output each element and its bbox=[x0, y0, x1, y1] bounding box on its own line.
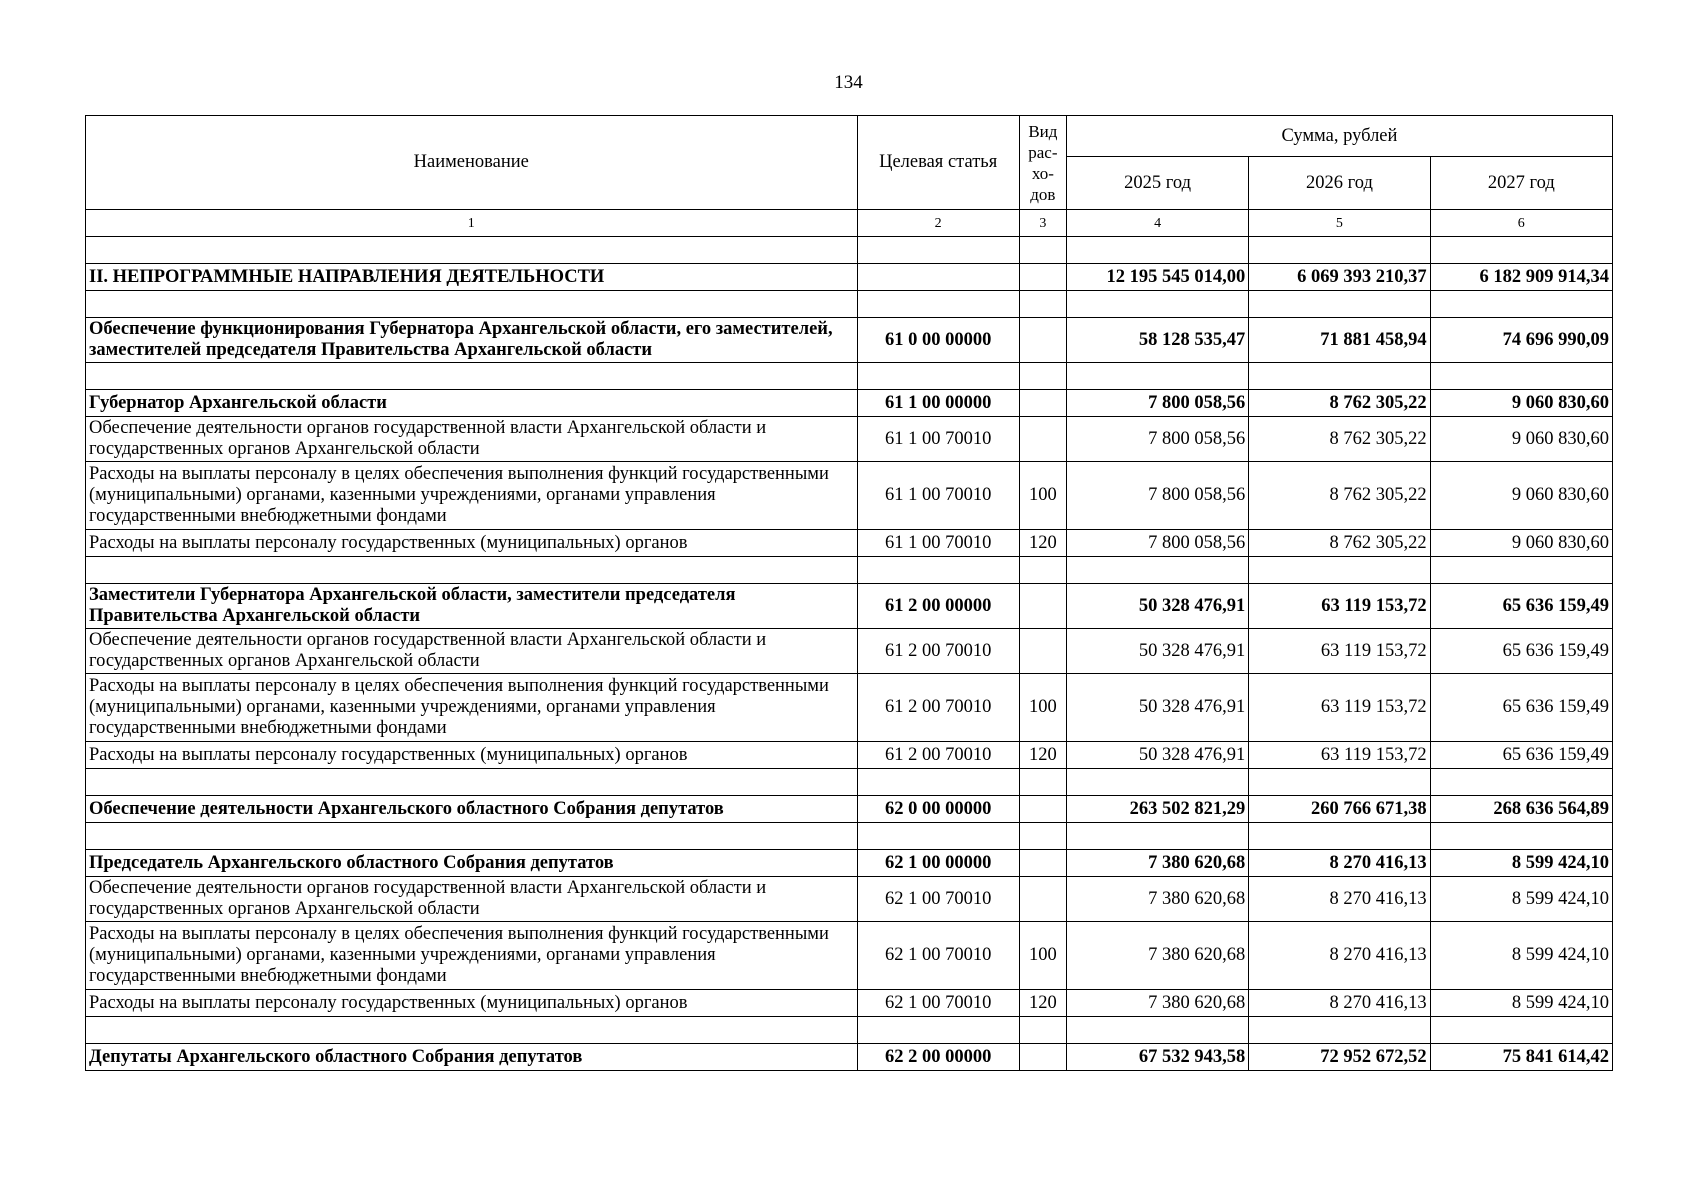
column-number-row bbox=[86, 210, 1613, 237]
table-row bbox=[86, 417, 1613, 462]
empty-cell bbox=[1019, 363, 1066, 390]
empty-cell bbox=[1019, 823, 1066, 850]
empty-cell bbox=[1430, 291, 1612, 318]
row-amount-2025: 7 380 620,68 bbox=[1066, 877, 1248, 922]
empty-cell bbox=[857, 291, 1019, 318]
row-expense-type bbox=[1019, 318, 1066, 363]
empty-cell bbox=[1019, 769, 1066, 796]
row-amount-2025: 7 380 620,68 bbox=[1066, 850, 1248, 877]
row-name: II. НЕПРОГРАММНЫЕ НАПРАВЛЕНИЯ ДЕЯТЕЛЬНОСТИ bbox=[86, 264, 858, 291]
row-target-article: 61 2 00 00000 bbox=[857, 584, 1019, 629]
row-amount-2027: 9 060 830,60 bbox=[1430, 390, 1612, 417]
row-expense-type bbox=[1019, 629, 1066, 674]
empty-cell bbox=[86, 291, 858, 318]
row-amount-2026: 63 119 153,72 bbox=[1249, 629, 1430, 674]
row-name: Обеспечение деятельности органов государственной власти Архангельской области и государственных органов Архангельской области bbox=[86, 877, 858, 922]
row-amount-2026: 63 119 153,72 bbox=[1249, 584, 1430, 629]
row-amount-2027: 6 182 909 914,34 bbox=[1430, 264, 1612, 291]
row-amount-2026: 71 881 458,94 bbox=[1249, 318, 1430, 363]
empty-cell bbox=[1249, 291, 1430, 318]
row-amount-2026: 8 762 305,22 bbox=[1249, 530, 1430, 557]
empty-cell bbox=[86, 363, 858, 390]
row-amount-2025: 7 800 058,56 bbox=[1066, 417, 1248, 462]
row-amount-2026: 8 762 305,22 bbox=[1249, 390, 1430, 417]
empty-cell bbox=[1019, 291, 1066, 318]
budget-table bbox=[85, 115, 1613, 1071]
row-amount-2025: 7 800 058,56 bbox=[1066, 462, 1248, 530]
row-target-article: 61 2 00 70010 bbox=[857, 674, 1019, 742]
empty-cell bbox=[1019, 557, 1066, 584]
row-name: Расходы на выплаты персоналу государственных (муниципальных) органов bbox=[86, 530, 858, 557]
row-name: Губернатор Архангельской области bbox=[86, 390, 858, 417]
row-target-article: 62 1 00 70010 bbox=[857, 990, 1019, 1017]
spacer-row bbox=[86, 363, 1613, 390]
row-amount-2027: 8 599 424,10 bbox=[1430, 990, 1612, 1017]
row-amount-2026: 8 270 416,13 bbox=[1249, 850, 1430, 877]
row-amount-2026: 63 119 153,72 bbox=[1249, 674, 1430, 742]
row-name: Расходы на выплаты персоналу государственных (муниципальных) органов bbox=[86, 742, 858, 769]
empty-cell bbox=[1066, 823, 1248, 850]
row-target-article: 62 1 00 00000 bbox=[857, 850, 1019, 877]
row-target-article: 62 1 00 70010 bbox=[857, 922, 1019, 990]
row-amount-2026: 8 270 416,13 bbox=[1249, 877, 1430, 922]
row-target-article bbox=[857, 264, 1019, 291]
empty-cell bbox=[857, 237, 1019, 264]
row-amount-2025: 7 800 058,56 bbox=[1066, 390, 1248, 417]
row-amount-2026: 63 119 153,72 bbox=[1249, 742, 1430, 769]
spacer-row bbox=[86, 237, 1613, 264]
header-year-2025: 2025 год bbox=[1066, 157, 1248, 210]
empty-cell bbox=[86, 769, 858, 796]
row-amount-2027: 75 841 614,42 bbox=[1430, 1044, 1612, 1071]
spacer-row bbox=[86, 1017, 1613, 1044]
row-target-article: 61 1 00 70010 bbox=[857, 530, 1019, 557]
row-expense-type: 120 bbox=[1019, 530, 1066, 557]
row-amount-2026: 8 270 416,13 bbox=[1249, 990, 1430, 1017]
row-name: Расходы на выплаты персоналу в целях обеспечения выполнения функций государственными (муниципальными) органами, казенными учреждениями, органами управления государственными внебюджетными фондами bbox=[86, 922, 858, 990]
table-row bbox=[86, 629, 1613, 674]
row-amount-2027: 65 636 159,49 bbox=[1430, 584, 1612, 629]
row-amount-2026: 72 952 672,52 bbox=[1249, 1044, 1430, 1071]
spacer-row bbox=[86, 769, 1613, 796]
empty-cell bbox=[86, 557, 858, 584]
row-target-article: 62 2 00 00000 bbox=[857, 1044, 1019, 1071]
row-target-article: 61 1 00 70010 bbox=[857, 462, 1019, 530]
row-name: Расходы на выплаты персоналу государственных (муниципальных) органов bbox=[86, 990, 858, 1017]
row-amount-2027: 268 636 564,89 bbox=[1430, 796, 1612, 823]
empty-cell bbox=[1066, 1017, 1248, 1044]
row-name: Расходы на выплаты персоналу в целях обеспечения выполнения функций государственными (муниципальными) органами, казенными учреждениями, органами управления государственными внебюджетными фондами bbox=[86, 462, 858, 530]
row-amount-2026: 8 762 305,22 bbox=[1249, 417, 1430, 462]
table-row bbox=[86, 922, 1613, 990]
row-expense-type: 100 bbox=[1019, 922, 1066, 990]
row-name: Обеспечение деятельности Архангельского областного Собрания депутатов bbox=[86, 796, 858, 823]
row-expense-type bbox=[1019, 264, 1066, 291]
row-amount-2025: 7 380 620,68 bbox=[1066, 922, 1248, 990]
empty-cell bbox=[1249, 557, 1430, 584]
empty-cell bbox=[1249, 823, 1430, 850]
empty-cell bbox=[1019, 1017, 1066, 1044]
empty-cell bbox=[1066, 363, 1248, 390]
table-header-row bbox=[86, 116, 1613, 157]
row-expense-type bbox=[1019, 1044, 1066, 1071]
row-amount-2027: 65 636 159,49 bbox=[1430, 629, 1612, 674]
empty-cell bbox=[1249, 237, 1430, 264]
row-target-article: 61 1 00 70010 bbox=[857, 417, 1019, 462]
empty-cell bbox=[857, 1017, 1019, 1044]
empty-cell bbox=[1430, 363, 1612, 390]
table-row bbox=[86, 1044, 1613, 1071]
row-name: Расходы на выплаты персоналу в целях обеспечения выполнения функций государственными (муниципальными) органами, казенными учреждениями, органами управления государственными внебюджетными фондами bbox=[86, 674, 858, 742]
table-row bbox=[86, 796, 1613, 823]
row-amount-2027: 9 060 830,60 bbox=[1430, 417, 1612, 462]
row-expense-type: 100 bbox=[1019, 462, 1066, 530]
row-target-article: 61 2 00 70010 bbox=[857, 742, 1019, 769]
row-amount-2025: 12 195 545 014,00 bbox=[1066, 264, 1248, 291]
empty-cell bbox=[1430, 557, 1612, 584]
row-amount-2025: 7 380 620,68 bbox=[1066, 990, 1248, 1017]
empty-cell bbox=[857, 363, 1019, 390]
row-amount-2025: 58 128 535,47 bbox=[1066, 318, 1248, 363]
empty-cell bbox=[1066, 557, 1248, 584]
header-year-2026: 2026 год bbox=[1249, 157, 1430, 210]
table-row bbox=[86, 742, 1613, 769]
row-amount-2026: 8 270 416,13 bbox=[1249, 922, 1430, 990]
table-row bbox=[86, 877, 1613, 922]
empty-cell bbox=[86, 1017, 858, 1044]
empty-cell bbox=[1249, 769, 1430, 796]
table-row bbox=[86, 462, 1613, 530]
empty-cell bbox=[1019, 237, 1066, 264]
row-name: Депутаты Архангельского областного Собрания депутатов bbox=[86, 1044, 858, 1071]
row-amount-2025: 50 328 476,91 bbox=[1066, 584, 1248, 629]
page-number: 134 bbox=[834, 72, 863, 93]
table-row bbox=[86, 850, 1613, 877]
row-amount-2027: 8 599 424,10 bbox=[1430, 922, 1612, 990]
table-row bbox=[86, 318, 1613, 363]
column-number: 5 bbox=[1249, 210, 1430, 237]
empty-cell bbox=[1249, 363, 1430, 390]
table-row bbox=[86, 264, 1613, 291]
empty-cell bbox=[86, 237, 858, 264]
empty-cell bbox=[1066, 769, 1248, 796]
header-target-article: Целевая статья bbox=[857, 116, 1019, 210]
table-row bbox=[86, 530, 1613, 557]
row-amount-2025: 263 502 821,29 bbox=[1066, 796, 1248, 823]
row-expense-type bbox=[1019, 796, 1066, 823]
row-expense-type bbox=[1019, 417, 1066, 462]
row-target-article: 61 1 00 00000 bbox=[857, 390, 1019, 417]
row-expense-type bbox=[1019, 584, 1066, 629]
row-expense-type bbox=[1019, 877, 1066, 922]
row-amount-2027: 8 599 424,10 bbox=[1430, 850, 1612, 877]
empty-cell bbox=[1430, 769, 1612, 796]
spacer-row bbox=[86, 291, 1613, 318]
row-name: Обеспечение деятельности органов государственной власти Архангельской области и государственных органов Архангельской области bbox=[86, 417, 858, 462]
row-target-article: 61 0 00 00000 bbox=[857, 318, 1019, 363]
row-expense-type bbox=[1019, 390, 1066, 417]
column-number: 4 bbox=[1066, 210, 1248, 237]
row-amount-2027: 74 696 990,09 bbox=[1430, 318, 1612, 363]
row-amount-2026: 8 762 305,22 bbox=[1249, 462, 1430, 530]
row-expense-type: 120 bbox=[1019, 742, 1066, 769]
column-number: 6 bbox=[1430, 210, 1612, 237]
row-amount-2025: 50 328 476,91 bbox=[1066, 674, 1248, 742]
row-amount-2027: 9 060 830,60 bbox=[1430, 530, 1612, 557]
row-target-article: 62 1 00 70010 bbox=[857, 877, 1019, 922]
table-row bbox=[86, 390, 1613, 417]
empty-cell bbox=[857, 557, 1019, 584]
row-amount-2027: 9 060 830,60 bbox=[1430, 462, 1612, 530]
row-name: Обеспечение функционирования Губернатора Архангельской области, его заместителей, заместителей председателя Правительства Архангельской области bbox=[86, 318, 858, 363]
empty-cell bbox=[1066, 291, 1248, 318]
row-expense-type bbox=[1019, 850, 1066, 877]
row-target-article: 61 2 00 70010 bbox=[857, 629, 1019, 674]
spacer-row bbox=[86, 823, 1613, 850]
table-row bbox=[86, 990, 1613, 1017]
row-amount-2027: 8 599 424,10 bbox=[1430, 877, 1612, 922]
row-target-article: 62 0 00 00000 bbox=[857, 796, 1019, 823]
table-body bbox=[86, 237, 1613, 1071]
row-amount-2025: 50 328 476,91 bbox=[1066, 742, 1248, 769]
row-amount-2025: 67 532 943,58 bbox=[1066, 1044, 1248, 1071]
header-year-2027: 2027 год bbox=[1430, 157, 1612, 210]
row-expense-type: 120 bbox=[1019, 990, 1066, 1017]
empty-cell bbox=[857, 769, 1019, 796]
empty-cell bbox=[86, 823, 858, 850]
row-amount-2026: 6 069 393 210,37 bbox=[1249, 264, 1430, 291]
row-name: Обеспечение деятельности органов государственной власти Архангельской области и государственных органов Архангельской области bbox=[86, 629, 858, 674]
empty-cell bbox=[1430, 823, 1612, 850]
row-name: Председатель Архангельского областного Собрания депутатов bbox=[86, 850, 858, 877]
row-amount-2027: 65 636 159,49 bbox=[1430, 674, 1612, 742]
header-sum: Сумма, рублей bbox=[1066, 116, 1612, 157]
row-amount-2026: 260 766 671,38 bbox=[1249, 796, 1430, 823]
header-name: Наименование bbox=[86, 116, 858, 210]
column-number: 2 bbox=[857, 210, 1019, 237]
empty-cell bbox=[857, 823, 1019, 850]
row-name: Заместители Губернатора Архангельской области, заместители председателя Правительства Архангельской области bbox=[86, 584, 858, 629]
row-amount-2025: 7 800 058,56 bbox=[1066, 530, 1248, 557]
table-row bbox=[86, 584, 1613, 629]
header-expense-type: Вид рас-хо-дов bbox=[1019, 116, 1066, 210]
table-row bbox=[86, 674, 1613, 742]
spacer-row bbox=[86, 557, 1613, 584]
row-amount-2025: 50 328 476,91 bbox=[1066, 629, 1248, 674]
empty-cell bbox=[1066, 237, 1248, 264]
column-number: 3 bbox=[1019, 210, 1066, 237]
empty-cell bbox=[1430, 1017, 1612, 1044]
empty-cell bbox=[1430, 237, 1612, 264]
row-amount-2027: 65 636 159,49 bbox=[1430, 742, 1612, 769]
row-expense-type: 100 bbox=[1019, 674, 1066, 742]
empty-cell bbox=[1249, 1017, 1430, 1044]
column-number: 1 bbox=[86, 210, 858, 237]
